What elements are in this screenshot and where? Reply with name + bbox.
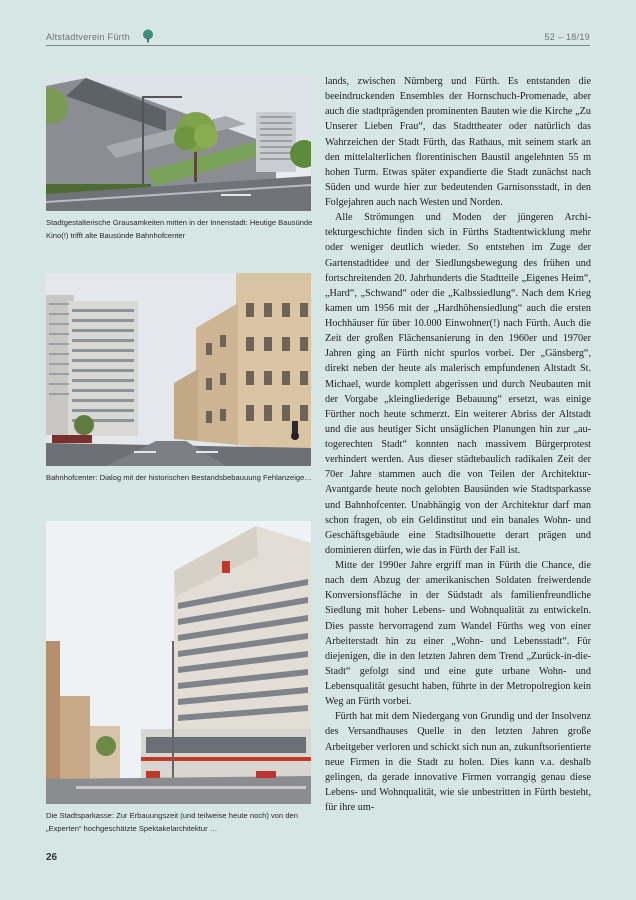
header-issue-number: 52 – 18/19 [544,32,590,42]
header-rule [46,45,590,46]
figure-caption: Bahnhofcenter: Dialog mit der historischen Bestandsbebauuung Fehlanzeige… [46,473,312,482]
figure-caption: Die Stadtsparkasse: Zur Erbauungszeit (und teilweise heute noch) von den „Experten“ hochgeschätzte Spektakelarchitektur … [46,811,299,833]
header-publication-name: Altstadtverein Fürth [46,32,131,42]
article-paragraph: Mitte der 1990er Jahre ergriff man in Fürth die Chance, die nach dem Abzug der amerikanischen Soldaten freiwerdende Konversionsfläche in der Südstadt als familienfreundliche Siedlung mit hoher Lebens- und Wohnqualität zu entwickeln. Dies passte hervorragend zum Wandel Fürths weg von einer Arbeiterstadt hin zu einer „Wohn- und Lebensstadt“. Für diejenigen, die in den letzten Jahren dem Trend „Zurück-in-die-Stadt“ gefolgt sind und eine gute urbane Wohn- und Lebensqualität gesucht haben, führte in der Metropolregion kein Weg an Fürth vorbei. [325,560,591,708]
photo-cinema-street [46,76,311,211]
photo-bahnhofcenter-street [46,273,311,466]
figure-caption: Stadtgestalterische Grausamkeiten mitten in der Innenstadt: Heutige Bausünde Kino(!) trifft alte Bausünde Bahnhofcenter [46,218,313,240]
article-paragraph: Alle Strömungen und Moden der jüngeren Architekturgeschichte finden sich in Fürths Stadtentwicklung mehr oder weniger deutlich wieder. So entstehen im Zuge der Gartenstadtidee und der Siedlungsbewegung des frühen und fortschreitenden 20. Jahrhunderts die Stadtteile „Eigenes Heim“, „Hard“, „Schwand“ oder die „Kalbssiedlung“. Nach dem Krieg kamen um 1956 mit der „Hardhöhensiedlung“ auch die ersten Hochhäuser für über 10.000 Einwohner(!) nach Fürth. Auch die Zeit der großen Flächensanierung in den 1960er und 1970er Jahren ging an Fürth nicht spurlos vorbei. Der „Gänsberg“, direkt neben der heute als malerisch empfundenen Altstadt St. Michael, wurde komplett abgerissen und durch Neubauten mit der Vorgabe „kleingliederige Bebauung“ ersetzt, was einige Fürther noch heute schmerzt. Ein weiterer Abriss der Altstadt und die aus heutiger Sicht unsäglichen Planungen hin zur „autogerechten Stadt“ konnten nach massivem Bürgerprotest verhindert werden. Aus dieser städtebaulich radikalen Zeit der 70er Jahre stammen auch die von Teilen der Architektur-Avantgarde heute noch gelobten Bausünden wie Stadtsparkasse und Bahnhofcenter. Unabhängig von der Architektur darf man schon fragen, ob ein Geldinstitut und ein banales Wohn- und Geschäftsgebäude eine Stadtsilhouette derart prägen und dominieren dürfen, wie das in Fürth der Fall ist. [325,212,591,556]
article-body [325,74,591,815]
running-header [46,30,590,46]
page-number: 26 [46,852,58,863]
article-paragraph: Fürth hat mit dem Niedergang von Grundig und der Insolvenz des Versandhauses Quelle in den letzten Jahren große Arbeitgeber verloren und schickt sich nun an, zukunftsorientierte neue Firmen in die Stadt zu holen. Dies kann v.a. deshalb gelingen, da gerade innovative Firmen vorrangig genau diese Lebens- und Wohnqualität, wie sie unbestritten in Fürth besteht, für ihre um- [325,711,591,813]
photo-stadtsparkasse [46,521,311,804]
tree-logo-icon [142,29,154,43]
article-paragraph: lands, zwischen Nürnberg und Fürth. Es entstanden die beeindruckenden Ensembles der Hornschuch-Promenade, aber auch die stadtprägenden prominenten Bauten wie die Kirche „Zu Unserer Lieben Frau“, das Stadttheater oder natürlich das Wahrzeichen der Stadt Fürth, das Rathaus, mit seinem stark an den mittelalterlichen florentinischen Baustil angelehnten 55 m hohen Turm. Etwas später expandierte die Stadt zunächst nach Süden und wurde hier zur bedeutenden Garnisonsstadt, in den Folgejahren auch nach Westen und Norden. [325,76,591,208]
